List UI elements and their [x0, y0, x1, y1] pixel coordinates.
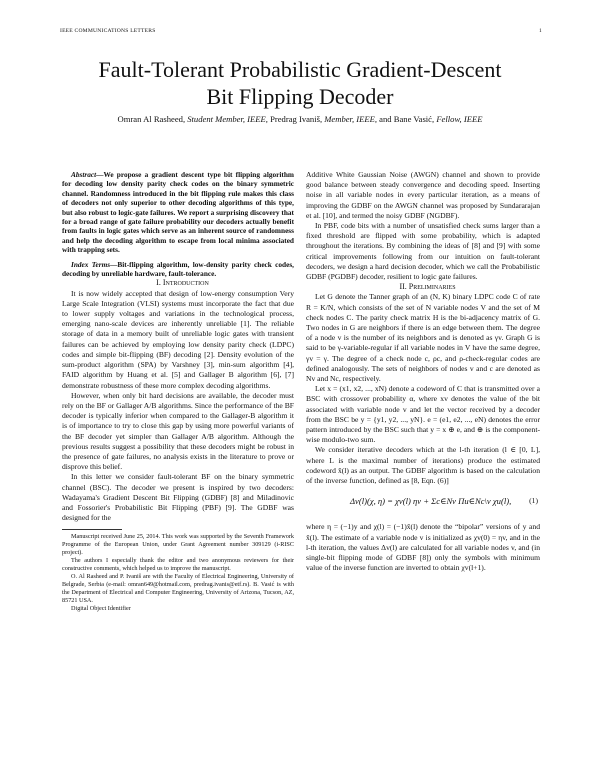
- left-column: [62, 170, 294, 613]
- footnote-manuscript: Manuscript received June 25, 2014. This work was supported by the Seventh Framework Programme of the European Union, under Grant Agreement number 309129 (i-RISC project).: [62, 533, 294, 557]
- right-paragraph-1: Additive White Gaussian Noise (AWGN) channel and shown to provide good balance between steady convergence and decoding speed. Inserting noise in all variable nodes in every particular iteration, as a means of improving the GDBF on the AWGN channel was proposed by Sundararajan et al. [10], and termed the noisy GDBF (NGDBF).: [306, 170, 540, 220]
- intro-paragraph-2: However, when only bit hard decisions are available, the decoder must rely on the BF or Gallager A/B algorithms. Since the performance of the BF decoder is typically inferior when compared to the Gallager-B algorithm it is of importance to try to close this gap by using more powerful variants of the BF decoder yet simpler than Gallager A/B algorithm. Although the previous results suggest a possibility that these decoders might be robust in the presence of gate failures, no analysis exists in the literature to prove or disprove this belief.: [62, 390, 294, 472]
- right-paragraph-2: In PBF, code bits with a number of unsatisfied check sums larger than a fixed threshold are flipped with some probability, which is adapted throughout the iterations. By combining the ideas of [8] and [9] with some critical improvements following from our intuition on fault-tolerant decoders, we design a hard decision decoder, which we call the Probabilistic GDBF (PGDBF) decoder, resilient to logic gate failures.: [306, 221, 540, 282]
- author-1-role: Student Member, IEEE,: [187, 114, 268, 124]
- equation-1: [306, 490, 540, 518]
- abstract-label: Abstract: [71, 170, 97, 179]
- author-2: Predrag Ivaniš,: [270, 114, 323, 124]
- footnote-thanks: The authors I especially thank the editor and two anonymous reviewers for their constructive comments, which helped us to improve the manuscript.: [62, 557, 294, 573]
- right-column: [306, 170, 540, 573]
- footnote-doi: Digital Object Identifier: [71, 605, 131, 613]
- author-line: [0, 114, 600, 124]
- prelim-paragraph-4: where η = (−1)y and χ(l) = (−1)x̂(l) denote the “bipolar” versions of y and x̂(l). The estimate of a variable node v is initialized as χv(0) = ηv, and in the l-th iteration, the values Δv(l) are calculated for all variable nodes v, and (in single-bit flipping mode of GDBF [8]) only the symbols with minimum value of the inverse function are inverted to obtain χv(l+1).: [306, 522, 540, 573]
- intro-paragraph-1: It is now widely accepted that design of low-energy consumption Very Large Scale Integration (VLSI) systems must incorporate the fact that due to lower supply voltages and variations in the technological process, emerging nano-scale devices are inherently unreliable [1]. The reliable storage of data in a memory built of unreliable logic gates with transient failures can be achieved by employing low density parity check (LDPC) codes and simple bit-flipping (BF) decoding [2]. Density evolution of the sum-product algorithm (SPA) by Varshney [3], min-sum algorithm [4], FAID algorithm by Huang et al. [5] and Gallager B algorithm [6], [7] demonstrate robustness of these more complex decoding algorithms.: [62, 288, 294, 390]
- section-heading-preliminaries: II. Preliminaries: [399, 282, 456, 292]
- index-terms-label: Index Terms: [71, 259, 111, 269]
- title-line-2: Bit Flipping Decoder: [206, 84, 394, 109]
- equation-1-body: Δv(l)(χ, η) = χv(l) ηv + Σc∈Nv Πu∈Nc\v χu(l),: [350, 496, 512, 507]
- author-2-role: Member, IEEE,: [324, 114, 378, 124]
- paper-title: [0, 56, 600, 110]
- section-heading-introduction: I. Introduction: [156, 278, 209, 288]
- equation-1-number: (1): [529, 496, 538, 506]
- title-line-1: Fault-Tolerant Probabilistic Gradient-Descent: [98, 57, 502, 82]
- author-3: and Bane Vasić,: [379, 114, 435, 124]
- index-terms-text: —Bit-flipping algorithm, low-density parity check codes, decoding by unreliable hardware, fault-tolerance.: [62, 259, 294, 279]
- running-header: [60, 28, 542, 38]
- index-terms: [62, 260, 294, 279]
- footnote-affiliations: O. Al Rasheed and P. Ivaniš are with the Faculty of Electrical Engineering, University of Belgrade, Serbia (e-mail: omran649@hotmail.com, predrag.ivanis@etf.rs). B. Vasić is with the Department of Electrical and Computer Engineering, University of Arizona, Tucson, AZ, 85721 USA.: [62, 573, 294, 605]
- prelim-paragraph-2: Let x = (x1, x2, ..., xN) denote a codeword of C that is transmitted over a BSC with crossover probability α, where xv denotes the value of the bit associated with variable node v and let the vector received by a decoder from the BSC be y = {y1, y2, ..., yN}. e = (e1, e2, ..., eN) denotes the error pattern introduced by the BSC such that y = x ⊕ e, and ⊕ is the component-wise modulo-two sum.: [306, 384, 540, 445]
- author-3-role: Fellow, IEEE: [436, 114, 483, 124]
- abstract: [62, 170, 294, 255]
- abstract-text: —We propose a gradient descent type bit flipping algorithm for decoding low density parity check codes on the binary symmetric channel. Randomness introduced in the bit flipping rule makes this class of decoders not only superior to other decoding algorithms of this type, but also robust to logic-gate failures. We report a surprising discovery that for a broad range of gate failure probability our decoders actually benefit from faults in logic gates which serve as an inherent source of randomness and help the decoding algorithm to escape from local minima associated with trapping sets.: [62, 170, 294, 255]
- prelim-paragraph-3: We consider iterative decoders which at the l-th iteration (l ∈ [0, L], where L is the maximal number of iterations) produce the estimated codeword x̂(l) as an output. The GDBF algorithm is based on the calculation of the inverse function, defined as [8, Eqn. (6)]: [306, 445, 540, 486]
- page-number: 1: [539, 28, 542, 34]
- intro-paragraph-3: In this letter we consider fault-tolerant BF on the binary symmetric channel (BSC). The decoder we present is inspired by two decoders: Wadayama's Gradient Descent Bit Flipping (GDBF) [8] and Miladinovic and Fossorier's Probabilistic Bit Flipping (PBF) [9]. The GDBF was designed for the: [62, 472, 294, 523]
- prelim-paragraph-1: Let G denote the Tanner graph of an (N, K) binary LDPC code C of rate R = K/N, which consists of the set of N variable nodes V and the set of M check nodes C. The parity check matrix H is the bi-adjacency matrix of G. Two nodes in G are neighbors if there is an edge between them. The degree of a node v is the number of its neighbors and is denoted as γv. Graph G is said to be γ-variable-regular if all variable nodes in V have the same degree, γv = γ. The degree of a check node c, ρc, and ρ-check-regular codes are defined analogously. The sets of neighbors of nodes v and c are denoted as Nv and Nc, respectively.: [306, 292, 540, 384]
- author-1: Omran Al Rasheed,: [117, 114, 186, 124]
- journal-name: IEEE COMMUNICATIONS LETTERS: [60, 28, 156, 34]
- footnote-rule: [62, 529, 122, 530]
